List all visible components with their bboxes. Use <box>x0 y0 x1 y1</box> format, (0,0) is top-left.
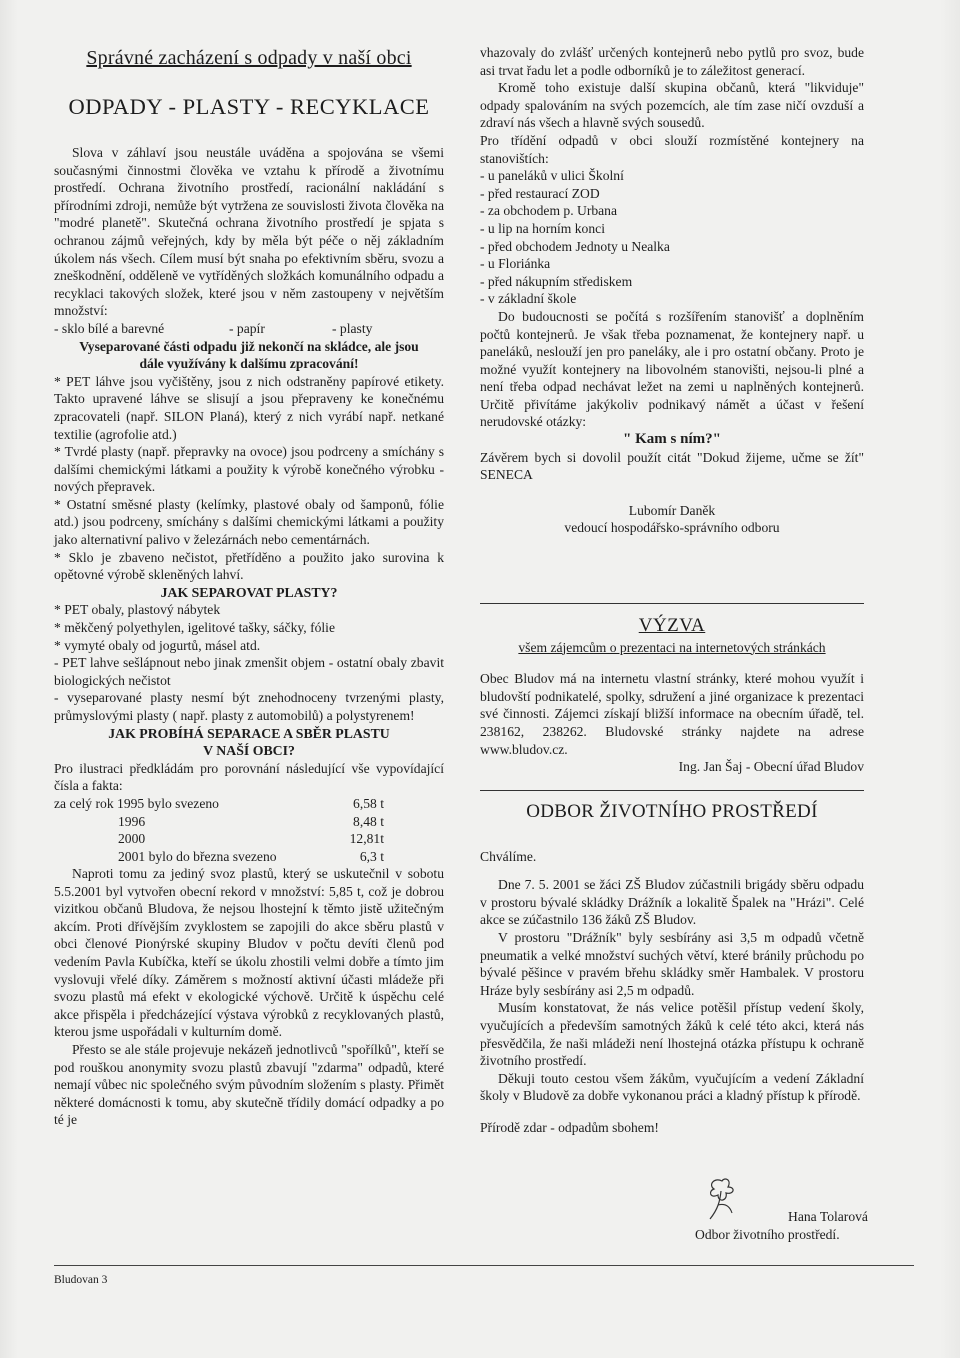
location-item: - u lip na horním konci <box>480 220 605 236</box>
vyzva-section <box>480 617 864 776</box>
stats-intro: Pro ilustraci předkládám pro porovnání následující vše vypovídající čísla a fakta: <box>54 760 444 794</box>
vyzva-title: VÝZVA <box>638 615 706 636</box>
how-item-4: - PET lahve sešlápnout nebo jinak zmenšit objem - ostatní obaly zbavit biologických nečistot <box>54 655 444 688</box>
mixed-plastic-paragraph: * Ostatní směsné plasty (kelímky, plastové obaly od šamponů, fólie atd.) jsou podrceny, smíchány s dalšími chemickými látkami a použity jako alternativní palivo v železárnách nebo cementárnách. <box>54 496 444 548</box>
thanks-paragraph: Děkuji touto cestou všem žákům, vyučujícím a vedení Základní školy v Bludově za dobře vykonanou práci a kladný přístup k přírodě. <box>480 1070 864 1104</box>
intro-paragraph: Slova v záhlaví jsou neustále uváděna a spojována se všemi současnými činnostmi člověka ve vztahu k přírodě a životnímu prostředí. Ochrana životního prostředí, racionální nakládání s přírodními zdroji, nemůže být vytržena ze souvislosti života člověka na "modré planetě". Skutečná ochrana životního prostředí je spjata s ochranou zájmů veřejných, kdy by měla být péče o něj základním úkolem nás všech. Cílem musí být snaha po efektivním sběru, svozu a zneškodnění, odděleně ve vytříděných složkách komunálního odpadu a recyklaci takových složek, které jsou v něm zastoupeny v největším množství: <box>54 145 444 319</box>
closing-quote: Závěrem bych si dovolil použít citát "Dokud žijeme, učme se žít" SENECA <box>480 449 864 483</box>
location-item: - za obchodem p. Urbana <box>480 203 618 219</box>
signature-name: Hana Tolarová <box>788 1209 868 1224</box>
future-paragraph: Do budoucnosti se počítá s rozšířením stanovišť a doplněním počtů kontejnerů. Je však třeba poznamenat, že kontejnery např. u paneláků, neslouží jen pro paneláky, ale i pro ostatní občany. Proto je možné využít kontejnery na libovolném stanovišti, nejsou-li plné a není třeba odpad nechávat ležet na zemi u naplněných kontejnerů. Určitě přivítáme jakýkoliv podnikavý námět a účast v řešení nerudovské otázky: <box>480 308 864 430</box>
question: " Kam s ním?" <box>623 431 721 448</box>
flower-drawing <box>700 1175 744 1225</box>
stats-row <box>54 795 384 813</box>
stats-value: 12,81t <box>349 831 384 847</box>
how-item-1: * PET obaly, plastový nábytek <box>54 602 221 618</box>
stats-label: 2000 <box>118 831 146 847</box>
divider-2 <box>480 790 864 791</box>
right-column <box>480 44 864 537</box>
stats-row <box>54 830 384 848</box>
odbor-title: ODBOR ŽIVOTNÍHO PROSTŘEDÍ <box>526 801 818 822</box>
waste-type-glass: - sklo bílé a barevné <box>54 320 165 336</box>
how-item-2: * měkčený polyethylen, igelitové tašky, sáčky, fólie <box>54 620 335 636</box>
draznik-paragraph: V prostoru "Drážník" byly sesbírány asi 3,5 m odpadů včetně pneumatik a velké množství suchých větví, které bránily průchodu po bývalé pěšince v pravém břehu skládky směr Hambalek. V prostoru Hráze byly sesbírány asi 2,5 m odpadů. <box>480 929 864 998</box>
stats-row <box>54 848 384 866</box>
how-heading: JAK SEPAROVAT PLASTY? <box>160 584 338 600</box>
location-item: - u Floriánka <box>480 256 551 272</box>
waste-type-paper: - papír <box>229 320 265 336</box>
separation-heading-1: JAK PROBÍHÁ SEPARACE A SBĚR PLASTU <box>108 725 390 741</box>
hard-plastic-paragraph: * Tvrdé plasty (např. přepravky na ovoce) jsou podrceny a smíchány s dalšími chemickými látkami a použity k výrobě konečného výrobku - nových přepravek. <box>54 444 444 495</box>
how-item-3: * vymyté obaly od jogurtů, másel atd. <box>54 637 261 653</box>
waste-type-plastic: - plasty <box>332 320 373 336</box>
stats-label: 1996 <box>118 813 146 829</box>
stats-value: 6,58 t <box>353 795 384 811</box>
left-column <box>54 40 444 1129</box>
praise: Chválíme. <box>480 848 537 864</box>
how-item-5: - vyseparované plasty nesmí být znehodnoceny tvrzenými plasty, průmyslovými plasty ( např. plasty z automobilů) a polystyrenem! <box>54 690 444 723</box>
main-heading: ODPADY - PLASTY - RECYKLACE <box>68 94 430 119</box>
location-item: - před nákupním střediskem <box>480 273 633 289</box>
stats-row <box>54 813 384 831</box>
author-role: vedoucí hospodářsko-správního odboru <box>564 520 780 536</box>
author-name: Lubomír Daněk <box>628 502 716 518</box>
stats-label: 2001 bylo do března svezeno <box>118 848 277 864</box>
waste-types <box>54 320 444 338</box>
event-paragraph: Dne 7. 5. 2001 se žáci ZŠ Bludov zúčastnili brigády sběru odpadu v prostoru bývalé skládky Drážník a lokalitě Špalek na "Hrázi". Celé akce se zúčastnilo 136 žáků ZŠ Bludov. <box>480 877 864 928</box>
location-item: - v základní škole <box>480 291 577 307</box>
despite-paragraph: Přesto se ale stále projevuje nekázeň jednotlivců "spořílků", kteří se pod rouškou anonymity svozu plastů zbavují "zdarma" odpadů, které nemají vůbec nic společného svým původním složením s plasty. Přimět některé domácnosti k tomu, aby skutečně třídily domácí odpadky a po té je <box>54 1041 444 1128</box>
stats-value: 8,48 t <box>353 813 384 829</box>
stats-label: za celý rok 1995 bylo svezeno <box>54 795 219 811</box>
burning-paragraph: Kromě toho existuje další skupina občanů, která "likviduje" odpady spalováním na svých pozemcích, ale tím zase ničí ovzduší a zdraví nás všech a hlavně svých sousedů. <box>480 80 864 131</box>
location-item: - před obchodem Jednoty u Nealka <box>480 238 670 254</box>
attitude-paragraph: Musím konstatovat, že nás velice potěšil přístup vedení školy, vyučujících a především samotných žáků k celé této akci, která nás přesvědčila, že naši mládeži není lhostejná otázka přístupu k ochraně životního prostředí. <box>480 1000 864 1069</box>
footer-rule <box>54 1265 914 1266</box>
location-item: - u paneláků v ulici Školní <box>480 168 624 184</box>
greeting: Přírodě zdar - odpadům sbohem! <box>480 1119 659 1135</box>
odbor-section <box>480 803 864 1137</box>
continuation-paragraph: vhazovaly do zvlášť určených kontejnerů nebo pytlů pro svoz, bude asi trvat řadu let a podle odborníků je to záležitost generací. <box>480 45 864 78</box>
stats-table <box>54 795 444 865</box>
location-item: - před restaurací ZOD <box>480 185 600 201</box>
vyzva-text: Obec Bludov má na internetu vlastní stránky, které mohou využít i bludovští podnikatelé, spolky, sdružení a jiné organizace k prezentaci své činnosti. Zájemci získají bližší informace na obecním úřadě, tel. 238162, 238262. Bludovské stránky najdete na adrese www.bludov.cz. <box>480 671 864 757</box>
vyzva-subtitle: všem zájemcům o prezentaci na internetových stránkách <box>518 639 826 655</box>
separation-heading-2: V NAŠÍ OBCI? <box>203 743 295 759</box>
vyzva-signature: Ing. Jan Šaj - Obecní úřad Bludov <box>678 759 864 775</box>
footer-page-label: Bludovan 3 <box>54 1274 108 1286</box>
stats-value: 6,3 t <box>359 848 384 864</box>
signature-role: Odbor životního prostředí. <box>695 1227 840 1242</box>
record-paragraph: Naproti tomu za jediný svoz plastů, který se uskutečnil v sobotu 5.5.2001 byl vytvořen obecní rekord v množství: 5,85 t, což je dobrou vizitkou občanů Bludova, že nejsou lhostejní k těmto jistě užitečným akcím. Proti dřívějším zvyklostem se zapojili do akce sběru plastů v obci členové Pionýrské skupiny Bludov v počtu devíti členů pod vedením Pavla Kubíčka, kteří se úkolu zhostili velmi dobře a tímto jim vyslovuji vřelé díky. Záměrem s možností aktivní účasti mládeže při svozu plastů má efekt v ekologické výchově. Určitě k úspěchu celé akce přispěla i předcházející výstava výrobků z recyklovaných plastů, kterou jsme uspořádali v kulturním domě. <box>54 865 444 1040</box>
containers-intro: Pro třídění odpadů v obci slouží rozmístěné kontejnery na stanovištích: <box>480 132 864 166</box>
divider-1 <box>480 603 864 604</box>
glass-paragraph: * Sklo je zbaveno nečistot, přetříděno a použito jako surovina k opětovné výrobě skleněných lahví. <box>54 549 444 583</box>
section-title: Správné zacházení s odpady v naší obci <box>86 47 412 69</box>
bold-note: Vyseparované části odpadu již nekončí na skládce, ale jsou dále využívány k dalšímu zpracování! <box>79 338 419 372</box>
pet-paragraph: * PET láhve jsou vyčištěny, jsou z nich odstraněny papírové etikety. Takto upravené láhve se slisují a jsou přepraveny ke konečnému zpracovateli (např. SILON Planá), který z nich vyrábí např. netkané textilie (agrofolie atd.) <box>54 373 444 442</box>
